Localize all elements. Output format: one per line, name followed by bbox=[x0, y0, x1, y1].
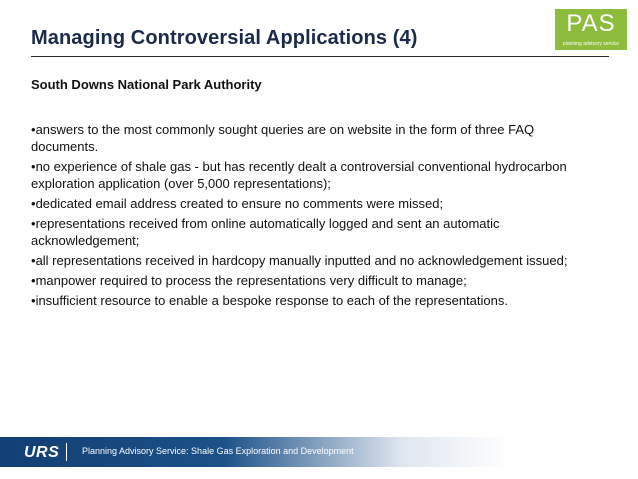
bullet-marker: • bbox=[31, 293, 36, 308]
slide-subtitle: South Downs National Park Authority bbox=[31, 77, 262, 92]
bullet-item bbox=[31, 292, 591, 309]
title-divider bbox=[31, 56, 609, 57]
bullet-list bbox=[31, 121, 591, 312]
bullet-item bbox=[31, 121, 591, 155]
slide-title: Managing Controversial Applications (4) bbox=[31, 27, 418, 49]
bullet-item bbox=[31, 195, 591, 212]
bullet-marker: • bbox=[31, 216, 36, 231]
bullet-text: dedicated email address created to ensure no comments were missed; bbox=[35, 196, 444, 211]
footer-divider bbox=[66, 443, 67, 461]
bullet-item bbox=[31, 158, 591, 192]
pas-logo bbox=[555, 9, 627, 50]
pas-logo-subtext: planning advisory service bbox=[562, 41, 620, 47]
bullet-item bbox=[31, 272, 591, 289]
bullet-text: no experience of shale gas - but has recently dealt a controversial conventional hydrocarbon exploration application (over 5,000 representations); bbox=[31, 159, 567, 191]
bullet-marker: • bbox=[31, 159, 36, 174]
bullet-text: insufficient resource to enable a bespoke response to each of the representations. bbox=[35, 293, 508, 308]
bullet-text: representations received from online automatically logged and sent an automatic acknowledgement; bbox=[31, 216, 500, 248]
bullet-marker: • bbox=[31, 196, 36, 211]
bullet-text: answers to the most commonly sought queries are on website in the form of three FAQ documents. bbox=[31, 122, 535, 154]
bullet-marker: • bbox=[31, 122, 36, 137]
bullet-item bbox=[31, 252, 591, 269]
bullet-marker: • bbox=[31, 253, 36, 268]
footer-text: Planning Advisory Service: Shale Gas Exploration and Development bbox=[82, 446, 354, 456]
bullet-text: all representations received in hardcopy manually inputted and no acknowledgement issued; bbox=[35, 253, 568, 268]
urs-logo: URS bbox=[24, 444, 60, 461]
bullet-marker: • bbox=[31, 273, 36, 288]
bullet-item bbox=[31, 215, 591, 249]
bullet-text: manpower required to process the representations very difficult to manage; bbox=[35, 273, 467, 288]
pas-logo-text: PAS bbox=[566, 10, 616, 37]
